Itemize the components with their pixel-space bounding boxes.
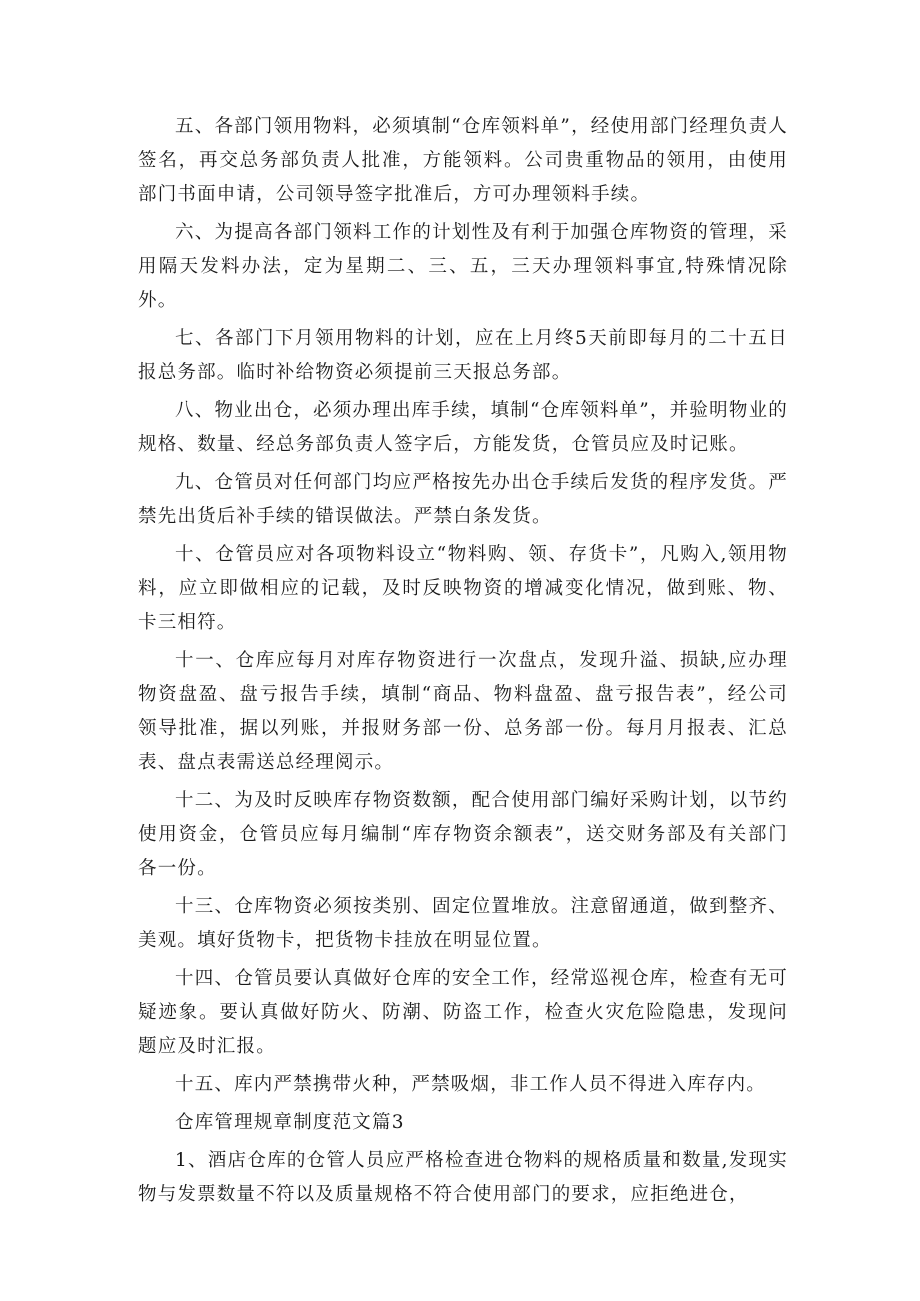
paragraph-rule-12: 十二、为及时反映库存物资数额，配合使用部门编好采购计划，以节约使用资金，仓管员应每月编制“库存物资余额表”，送交财务部及有关部门各一份。: [138, 790, 788, 879]
paragraph-rule-14: 十四、仓管员要认真做好仓库的安全工作，经常巡视仓库，检查有无可疑迹象。要认真做好防火、防潮、防盗工作，检查火灾危险隐患，发现问题应及时汇报。: [138, 968, 788, 1057]
paragraph-rule-11: 十一、仓库应每月对库存物资进行一次盘点，发现升溢、损缺,应办理物资盘盈、盘亏报告手续，填制“商品、物料盘盈、盘亏报告表”，经公司领导批准，据以列账，并报财务部一份、总务部一份。每月月报表、汇总表、盘点表需送总经理阅示。: [138, 650, 788, 773]
paragraph-rule-13: 十三、仓库物资必须按类别、固定位置堆放。注意留通道，做到整齐、美观。填好货物卡，把货物卡挂放在明显位置。: [138, 896, 788, 951]
paragraph-rule-9: 九、仓管员对任何部门均应严格按先办出仓手续后发货的程序发货。严禁先出货后补手续的错误做法。严禁白条发货。: [138, 472, 788, 527]
paragraph-rule-6: 六、为提高各部门领料工作的计划性及有利于加强仓库物资的管理，采用隔天发料办法，定为星期二、三、五，三天办理领料事宜,特殊情况除外。: [138, 222, 788, 311]
paragraph-rule-7: 七、各部门下月领用物料的计划，应在上月终5天前即每月的二十五日报总务部。临时补给物资必须提前三天报总务部。: [138, 328, 788, 383]
paragraph-item-1: 1、酒店仓库的仓管人员应严格检查进仓物料的规格质量和数量,发现实物与发票数量不符以及质量规格不符合使用部门的要求，应拒绝进仓，: [138, 1150, 788, 1205]
document-body: [138, 110, 788, 1216]
section-heading: 仓库管理规章制度范文篇3: [175, 1112, 405, 1133]
paragraph-rule-15: 十五、库内严禁携带火种，严禁吸烟，非工作人员不得进入库存内。: [175, 1074, 767, 1095]
paragraph-rule-5: 五、各部门领用物料，必须填制“仓库领料单”，经使用部门经理负责人签名，再交总务部负责人批准，方能领料。公司贵重物品的领用，由使用部门书面申请，公司领导签字批准后，方可办理领料手续。: [138, 116, 788, 205]
paragraph-rule-10: 十、仓管员应对各项物料设立“物料购、领、存货卡”，凡购入,领用物料，应立即做相应的记载，及时反映物资的增减变化情况，做到账、物、卡三相符。: [138, 544, 788, 633]
paragraph-rule-8: 八、物业出仓，必须办理出库手续，填制“仓库领料单”，并验明物业的规格、数量、经总务部负责人签字后，方能发货，仓管员应及时记账。: [138, 400, 788, 455]
